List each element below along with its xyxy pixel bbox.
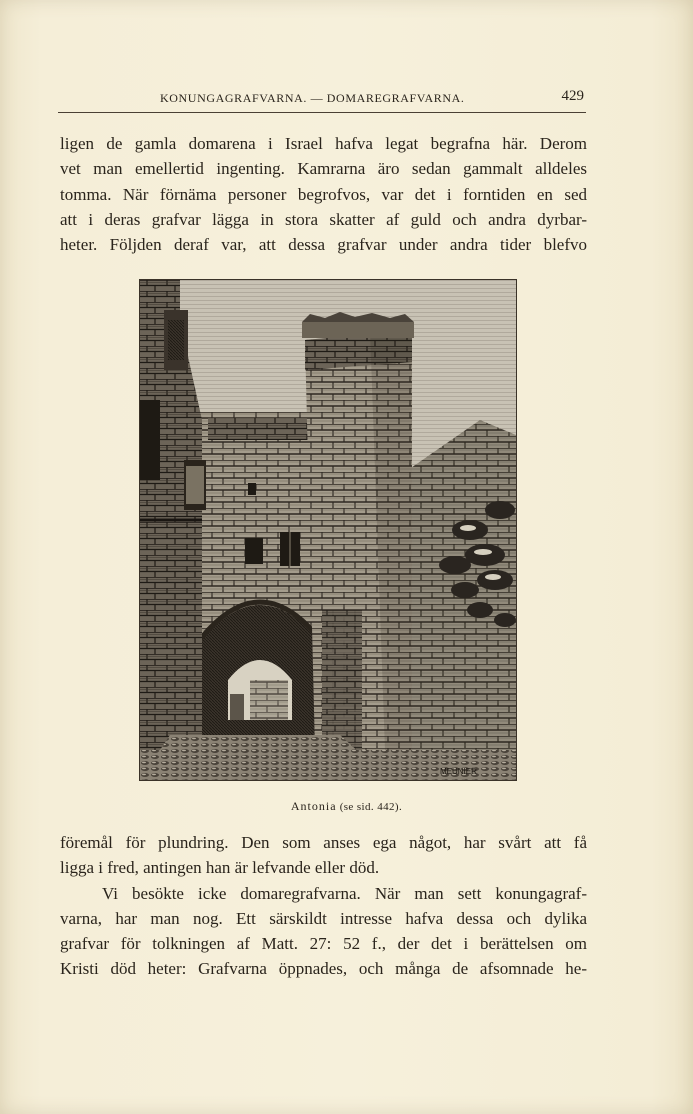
paragraph-top: [60, 131, 587, 257]
text-line: grafvar för tolkningen af Matt. 27: 52 f., der det i berättelsen om: [60, 934, 587, 954]
text-line: heter. Följden deraf var, att dessa grafvar under andra tider blefvo: [60, 235, 587, 255]
artist-signature: MEUNIER: [440, 767, 477, 776]
text-line: vet man emellertid ingenting. Kamrarna äro sedan gammalt alldeles: [60, 159, 587, 179]
engraving-illustration: [139, 279, 517, 781]
running-title: KONUNGAGRAFVARNA. — DOMAREGRAFVARNA.: [160, 91, 465, 105]
text-line: föremål för plundring. Den som anses ega något, har svårt att få: [60, 833, 587, 852]
text-line: Kristi död heter: Grafvarna öppnades, och många de afsomnade he-: [60, 959, 587, 979]
caption-reference: (se sid. 442).: [339, 801, 403, 813]
page-number: 429: [561, 88, 584, 104]
caption-title: Antonia: [290, 799, 337, 813]
text-line: Vi besökte icke domaregrafvarna. När man sett konungagraf-: [102, 883, 587, 903]
text-line: ligen de gamla domarena i Israel hafva legat begrafna här. Derom: [60, 134, 587, 153]
text-line: ligga i fred, antingen han är lefvande eller död.: [60, 858, 380, 878]
text-line: att i deras grafvar lägga in stora skatter af guld och andra dyrbar-: [60, 209, 587, 229]
text-line: varna, har man nog. Ett särskildt intresse hafva dessa och dylika: [60, 908, 587, 928]
running-head: [58, 88, 586, 113]
figure-caption: [0, 799, 693, 814]
text-line: tomma. När förnäma personer begrofvos, var det i forntiden en sed: [60, 184, 587, 204]
paragraph-bottom: [60, 830, 587, 982]
